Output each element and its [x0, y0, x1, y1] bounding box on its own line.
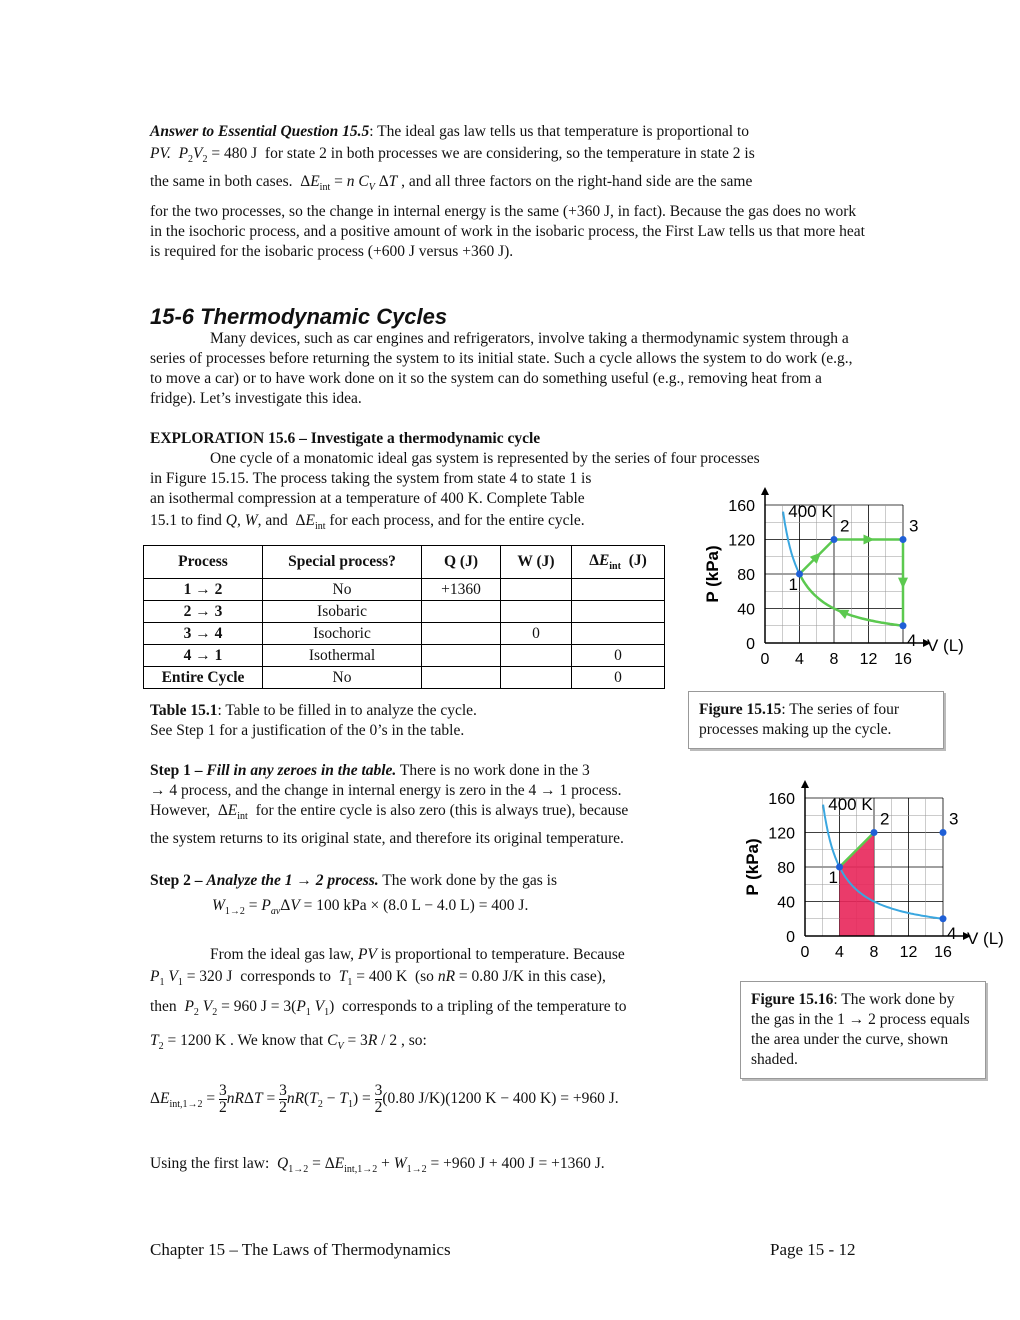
cell: [501, 645, 572, 667]
cell: [422, 667, 501, 689]
table-caption-line2: See Step 1 for a justification of the 0’s in the table.: [150, 722, 465, 739]
x-tick-label: 4: [795, 651, 804, 668]
step2-heading-line: [150, 871, 720, 891]
state-point: [900, 622, 907, 629]
table-row: [144, 601, 665, 623]
table-15-1: [143, 545, 665, 689]
step2-line6: Using the first law:: [150, 1155, 270, 1172]
process-arrow: [898, 578, 908, 589]
state-label: 2: [840, 516, 850, 536]
step1-label: Step 1 –: [150, 762, 203, 779]
x-axis-label: V (L): [927, 636, 964, 655]
state-label: 4: [907, 630, 917, 650]
cell: +1360: [422, 579, 501, 601]
col-dE: $\Delta E_{int}$ (J): [572, 546, 665, 579]
cell: 4 → 1: [144, 645, 263, 667]
x-tick-label: 16: [894, 651, 912, 668]
step1-paragraph: Step 1 – Fill in any zeroes in the table. There is no work done in the 3 → 4 process, and the change in internal energy is zero in the 4 → 1 process. However, $\Delta E_{int}$ for the entire cycle is also zero (this is always true), because the system returns to its original state, and therefore its original temperature.: [150, 761, 720, 849]
step2-line4a: then: [150, 998, 177, 1015]
table-row: [144, 667, 665, 689]
state-point: [871, 829, 878, 836]
section-intro: Many devices, such as car engines and refrigerators, involve taking a thermodynamic system through a series of processes before returning the system to its initial state. Such a cycle allows the system to do work (e.g., to move a car) or to have work done on it so the system can do something useful (e.g., removing heat from a fridge). Let’s investigate this idea.: [150, 330, 853, 407]
cell: 0: [572, 667, 665, 689]
y-tick-label: 160: [768, 791, 795, 808]
x-tick-label: 4: [835, 944, 844, 961]
answer-label: Answer to Essential Question 15.5: [150, 123, 370, 140]
state-point: [900, 536, 907, 543]
step2-label-italic: Analyze the 1 → 2 process.: [206, 872, 379, 889]
table-header-row: [144, 546, 665, 579]
state-label: 4: [947, 923, 957, 943]
y-axis-arrow: [761, 487, 769, 495]
step2-label: Step 2 –: [150, 872, 203, 889]
step2-eq-w: $W_{1\to 2} = P_{av}\Delta V = 100$ kPa × (8.0 L − 4.0 L) = 400 J.: [212, 897, 529, 918]
cell: 1 → 2: [144, 579, 263, 601]
process-arrow: [864, 535, 875, 545]
y-tick-label: 120: [768, 825, 795, 843]
step2-eq-dE: $\Delta E_{int,1\to 2}$ = $\frac{3}{2}$ nRΔT = $\frac{3}{2}$ $nR(T_2 - T_1)$ = $\frac{3}{2}$ (0.80 J/K)(1200 K − 400 K) = +960 J.: [150, 1082, 619, 1116]
process-arrow: [835, 605, 849, 619]
cell: [501, 579, 572, 601]
table-row: [144, 623, 665, 645]
isotherm-label: 400 K: [828, 795, 873, 814]
answer-eq-dE: $\Delta E_{int} = n$ $C_V$ ΔT: [300, 173, 398, 194]
exploration-line-1: One cycle of a monatomic ideal gas system is represented by the series of four processes: [210, 450, 760, 467]
state-label: 1: [828, 868, 838, 887]
state-label: 3: [949, 809, 959, 829]
isotherm-label: 400 K: [788, 502, 833, 521]
cell: No: [263, 579, 422, 601]
y-tick-label: 160: [728, 498, 755, 515]
x-axis-label: V (L): [967, 929, 1004, 948]
cell: 0: [572, 645, 665, 667]
x-tick-label: 8: [869, 944, 879, 961]
cell: [422, 601, 501, 623]
state-point: [831, 536, 838, 543]
col-special: Special process?: [263, 546, 422, 579]
step2-line1: The work done by the gas is: [382, 872, 558, 889]
fig16-caption-text: : The work done by the gas in the 1 → 2 process equals the area under the curve, shown shaded.: [751, 991, 970, 1068]
table-caption-text: : Table to be filled in to analyze the cycle.: [217, 702, 477, 719]
y-tick-label: 120: [728, 532, 755, 550]
fig15-caption-label: Figure 15.15: [699, 701, 782, 718]
y-axis-label: P (kPa): [703, 545, 722, 603]
cell: No: [263, 667, 422, 689]
y-axis-arrow: [801, 780, 809, 788]
step1-line3b: for the entire cycle is also zero (this is always true), because: [255, 802, 629, 819]
cell: Isothermal: [263, 645, 422, 667]
table-row: [144, 645, 665, 667]
figure-15-15-caption: [688, 691, 944, 749]
step2-body: From the ideal gas law, PV is proportional to temperature. Because $P_1$ $V_1 = 320$ J corresponds to $T_1 = 400$ K (so nR = 0.80 J/K in this case), then $P_2$ $V_2 = 960$ $J = 3(P_1$ $V_1$) corresponds to a tripling of the temperature to $T_2 = 1200$ K . We know that $C_V = 3R / 2$ , so:: [150, 946, 627, 1053]
col-process: Process: [144, 546, 263, 579]
state-label: 3: [909, 516, 919, 536]
cell: [501, 667, 572, 689]
x-tick-label: 8: [829, 651, 839, 668]
state-point: [940, 915, 947, 922]
answer-text-4: , and all three factors on the right-hand side are the same: [401, 173, 753, 190]
answer-text-1: : The ideal gas law tells us that temperature is proportional to: [369, 123, 749, 140]
figure-15-16-graph: [740, 778, 1010, 968]
answer-text-2: for state 2 in both processes we are considering, so the temperature in state 2 is: [264, 145, 755, 162]
x-tick-label: 16: [934, 944, 952, 961]
figure-15-16-caption: [740, 981, 986, 1079]
cell: 2 → 3: [144, 601, 263, 623]
step2-first-law: Using the first law: $Q_{1\to 2} = \Delta E_{int,1\to 2} + W_{1\to 2} = +960$ J + 400 J = +1360 J.: [150, 1155, 605, 1176]
exploration-text: One cycle of a monatomic ideal gas system is represented by the series of four processes in Figure 15.15. The process taking the system from state 4 to state 1 is an isothermal compression at a temperature of 400 K. Complete Table 15.1 to find Q, W, and $\Delta E_{int}$ for each process, and for the entire cycle.: [150, 449, 870, 537]
exploration-line-4a: 15.1 to find: [150, 512, 222, 529]
state-label: 1: [788, 575, 798, 594]
cell: [501, 601, 572, 623]
cell: Isobaric: [263, 601, 422, 623]
state-point: [940, 829, 947, 836]
footer-chapter: Chapter 15 – The Laws of Thermodynamics: [150, 1240, 451, 1259]
figure-15-15-graph: [700, 485, 1000, 675]
x-tick-label: 0: [760, 651, 770, 668]
x-tick-label: 12: [859, 651, 878, 668]
col-w: W (J): [501, 546, 572, 579]
answer-paragraph: [150, 122, 865, 262]
cell: [572, 601, 665, 623]
y-tick-label: 40: [737, 601, 755, 619]
exploration-line-4b: for each process, and for the entire cycle.: [329, 512, 585, 529]
y-tick-label: 80: [737, 567, 755, 584]
cell: Isochoric: [263, 623, 422, 645]
answer-eq-p2v2: $P_2V_2 = 480$ J: [178, 145, 258, 166]
step2-line4c: corresponds to a tripling of the temperature to: [342, 998, 627, 1015]
exploration-line-2: in Figure 15.15. The process taking the system from state 4 to state 1 is: [150, 470, 592, 487]
fig16-caption-label: Figure 15.16: [751, 991, 834, 1008]
cell: [572, 623, 665, 645]
cell: [572, 579, 665, 601]
footer-page: Page 15 - 12: [770, 1240, 856, 1259]
y-tick-label: 0: [786, 929, 795, 946]
fig15-caption-text: : The series of four processes making up the cycle.: [699, 701, 900, 738]
table-row: [144, 579, 665, 601]
y-tick-label: 40: [777, 894, 795, 912]
cell: Entire Cycle: [144, 667, 263, 689]
step1-line4: the system returns to its original state, and therefore its original temperature.: [150, 830, 624, 847]
state-label: 2: [880, 809, 890, 829]
table-caption: [150, 701, 477, 741]
step1-line3a: However,: [150, 802, 211, 819]
table-caption-label: Table 15.1: [150, 702, 218, 719]
step1-line1: There is no work done in the 3: [399, 762, 590, 779]
y-tick-label: 0: [746, 636, 755, 653]
y-axis-label: P (kPa): [743, 838, 762, 896]
x-tick-label: 0: [800, 944, 810, 961]
cell: 3 → 4: [144, 623, 263, 645]
step1-label-italic: Fill in any zeroes in the table.: [206, 762, 397, 779]
answer-text-5: for the two processes, so the change in internal energy is the same (+360 J, in fact). Because the gas does no work in the isochoric process, and a positive amount of work in the isobaric process, the First Law tells us that more heat is required for the isobaric process (+600 J versus +360 J).: [150, 203, 865, 260]
x-tick-label: 12: [899, 944, 918, 961]
step1-line2: → 4 process, and the change in internal energy is zero in the 4 → 1 process.: [150, 782, 622, 799]
col-q: Q (J): [422, 546, 501, 579]
step2-line3b: corresponds to: [240, 968, 332, 985]
section-title: 15-6 Thermodynamic Cycles: [150, 304, 448, 329]
cell: [422, 623, 501, 645]
exploration-line-3: an isothermal compression at a temperature of 400 K. Complete Table: [150, 490, 585, 507]
answer-pv: PV.: [150, 145, 171, 162]
answer-text-3: the same in both cases.: [150, 173, 293, 190]
y-tick-label: 80: [777, 860, 795, 877]
exploration-title: EXPLORATION 15.6 – Investigate a thermodynamic cycle: [150, 430, 541, 447]
cell: 0: [501, 623, 572, 645]
cell: [422, 645, 501, 667]
